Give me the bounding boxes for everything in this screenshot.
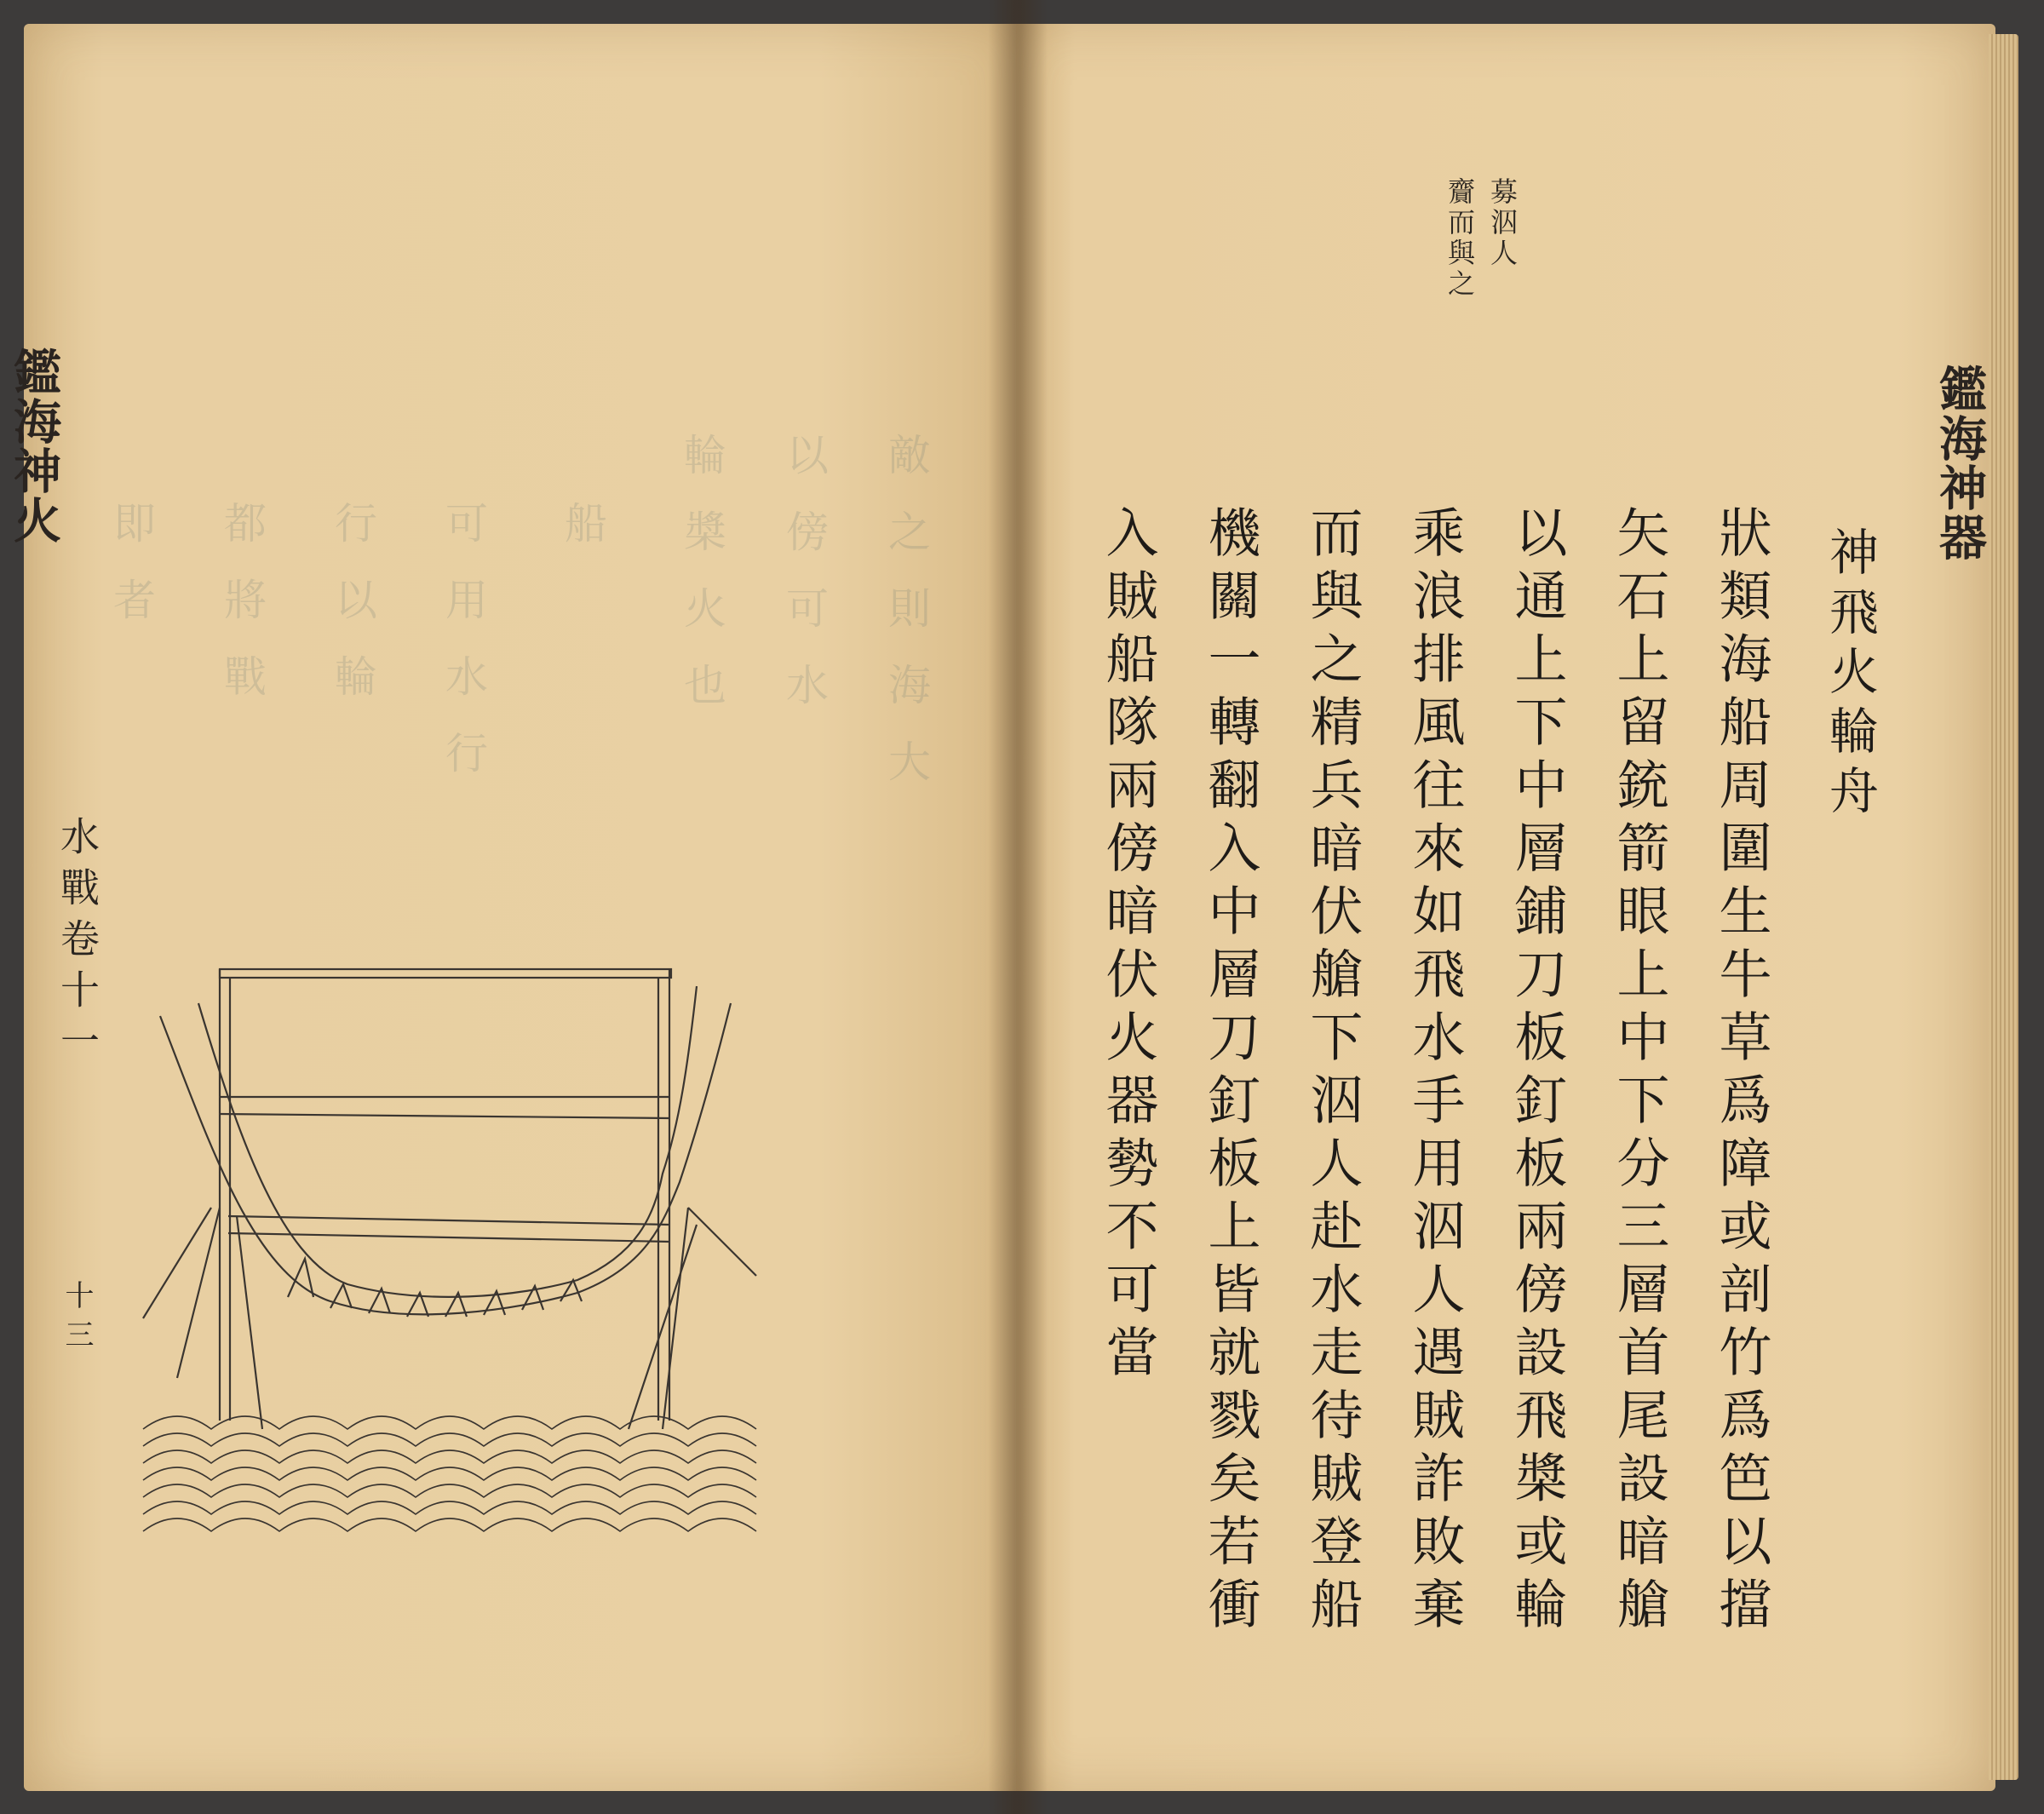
text-column-2: 矢石上留銃箭眼上中下分三層首尾設暗艙 <box>1608 505 1670 1639</box>
text-column-5: 而與之精兵暗伏艙下泅人赴水走待賊登船 <box>1301 505 1364 1639</box>
text-column-4: 乘浪排風往來如飛水手用泅人遇賊詐敗棄 <box>1404 505 1466 1639</box>
section-label: 水戰卷十一 <box>55 816 100 1071</box>
left-page <box>6 24 1016 1791</box>
book-gutter <box>988 0 1048 1814</box>
annotation-line-2: 齎而與之 <box>1444 177 1476 300</box>
text-column-1: 狀類海船周圍生牛草爲障或剖竹爲笆以擋 <box>1710 505 1772 1639</box>
text-column-3: 以通上下中層鋪刀板釘板兩傍設飛槳或輪 <box>1506 505 1568 1639</box>
text-column-6: 機關一轉翻入中層刀釘板上皆就戮矣若衝 <box>1199 505 1261 1639</box>
left-margin-title: 鑑海神火 <box>6 347 62 545</box>
bleed-through-text: 船 <box>558 501 607 577</box>
fire-wheel-boat-illustration <box>135 952 1029 1565</box>
hull-inner <box>198 986 697 1297</box>
hull-outer <box>160 1003 731 1314</box>
bleed-through-text: 敵之則海大 <box>881 433 931 816</box>
section-title: 神飛火輪舟 <box>1821 526 1879 824</box>
right-margin-title: 鑑海神器 <box>1932 365 1988 562</box>
waves <box>143 1416 756 1531</box>
page-edges <box>1989 34 2018 1780</box>
bleed-through-text: 行以輪 <box>328 501 377 731</box>
annotation-line-1: 募泅人 <box>1486 177 1519 269</box>
bleed-through-text: 可用水行 <box>439 501 488 807</box>
right-page <box>1016 24 1995 1791</box>
text-column-7: 入賊船隊兩傍暗伏火器勢不可當 <box>1097 505 1159 1387</box>
bleed-through-text: 輪槳火也 <box>677 433 726 739</box>
hull-spikes <box>288 1259 582 1317</box>
bleed-through-text: 以傍可水 <box>779 433 829 739</box>
frame-top-beam <box>220 969 671 978</box>
bleed-through-text: 即者 <box>106 501 156 654</box>
bleed-through-text: 都將戰 <box>217 501 267 731</box>
folio-number: 十三 <box>60 1280 94 1358</box>
